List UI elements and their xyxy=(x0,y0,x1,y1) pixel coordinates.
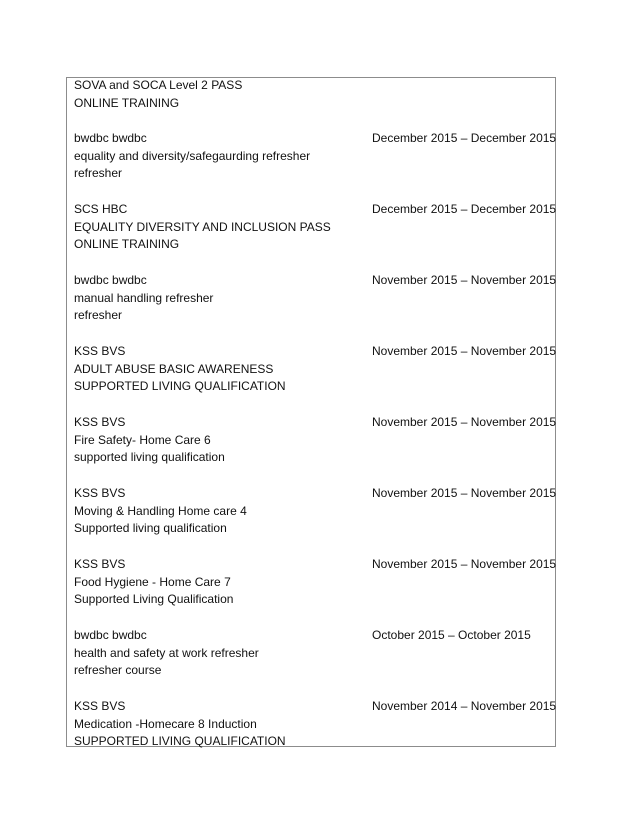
entry-line: Moving & Handling Home care 4 xyxy=(74,503,247,518)
training-entry xyxy=(74,485,557,538)
entry-line: Fire Safety- Home Care 6 xyxy=(74,432,211,447)
entry-line: supported living qualification xyxy=(74,450,225,464)
entry-line: KSS BVS xyxy=(74,699,126,713)
entry-date: November 2015 – November 2015 xyxy=(372,273,557,287)
training-entry xyxy=(74,201,557,254)
entry-line: equality and diversity/safegaurding refresher xyxy=(74,148,311,163)
entry-line: ADULT ABUSE BASIC AWARENESS xyxy=(74,361,274,376)
entry-line: refresher xyxy=(74,166,123,180)
entry-line: KSS BVS xyxy=(74,486,126,500)
entry-line: health and safety at work refresher xyxy=(74,645,259,660)
training-entry xyxy=(74,556,557,609)
training-entry xyxy=(74,627,550,680)
entry-line: KSS BVS xyxy=(74,557,126,571)
entry-date: November 2015 – November 2015 xyxy=(372,486,557,500)
entry-date: November 2015 – November 2015 xyxy=(372,415,557,429)
training-entry xyxy=(74,414,557,467)
entry-line: KSS BVS xyxy=(74,344,126,358)
entry-date: October 2015 – October 2015 xyxy=(372,628,531,642)
entry-line: bwdbc bwdbc xyxy=(74,628,147,642)
entry-line: ONLINE TRAINING xyxy=(74,95,180,110)
entry-line: SOVA and SOCA Level 2 PASS xyxy=(74,78,243,92)
entry-line: Food Hygiene - Home Care 7 xyxy=(74,574,231,589)
training-entry xyxy=(74,130,557,183)
training-entry xyxy=(74,343,557,396)
training-entry xyxy=(74,272,557,325)
entry-line: Medication -Homecare 8 Induction xyxy=(74,716,257,731)
entry-line: ONLINE TRAINING xyxy=(74,237,180,251)
entry-line: bwdbc bwdbc xyxy=(74,131,147,145)
training-entry xyxy=(74,77,550,112)
entry-line: SCS HBC xyxy=(74,202,128,216)
entry-date: November 2014 – November 2015 xyxy=(372,699,557,713)
entry-line: SUPPORTED LIVING QUALIFICATION xyxy=(74,379,286,393)
entry-line: refresher xyxy=(74,308,123,322)
entry-line: EQUALITY DIVERSITY AND INCLUSION PASS xyxy=(74,219,331,234)
entry-date: November 2015 – November 2015 xyxy=(372,344,557,358)
entry-date: November 2015 – November 2015 xyxy=(372,557,557,571)
entry-line: KSS BVS xyxy=(74,415,126,429)
entry-line: refresher course xyxy=(74,663,162,677)
entry-line: bwdbc bwdbc xyxy=(74,273,147,287)
entry-line: SUPPORTED LIVING QUALIFICATION xyxy=(74,734,286,748)
entry-date: December 2015 – December 2015 xyxy=(372,202,557,216)
entry-line: Supported Living Qualification xyxy=(74,592,234,606)
entry-line: Supported living qualification xyxy=(74,521,227,535)
entry-date: December 2015 – December 2015 xyxy=(372,131,557,145)
training-entry xyxy=(74,698,557,751)
entry-line: manual handling refresher xyxy=(74,290,214,305)
